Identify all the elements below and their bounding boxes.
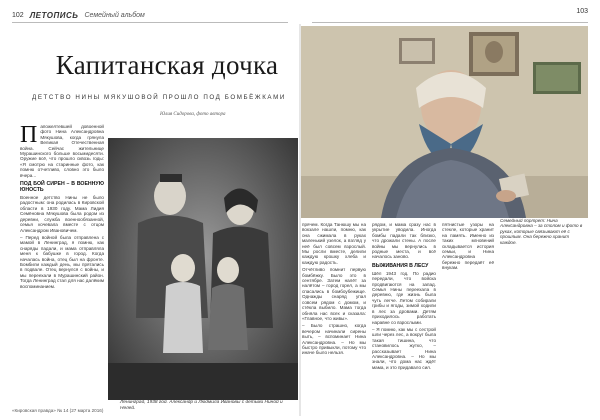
page-number-left: 102 — [12, 11, 24, 19]
family-photo — [108, 138, 298, 400]
drop-cap: П — [20, 124, 38, 148]
article-title: Капитанская дочка — [55, 50, 279, 80]
paragraph: – Я помню, как мы с сестрой шли через лес, а вокруг была такая тишина, что становилось жутко, – рассказывает Нина Александровна. – Но мы знали, что дома нас ждёт мама, и это придавало сил. — [372, 326, 436, 370]
paragraph: апожелтевшей довоенной фото Нина Александровна Мякушова, когда грянула Великая Отечественная война. Сейчас жительнице Мурашинского больше восьмидесяти. Оружие всё, что прошло сквозь годы: «Я смотрю на старинные фото, как помню отчетливо, словно это было вчера... — [20, 124, 104, 178]
paragraph: – Было страшно, когда вечером начинали сирены выть, – вспоминает Нина Александровна. – Но мы быстро привыкли, потому что иначе было нельзя. — [302, 323, 366, 356]
text-column-3 — [372, 222, 436, 406]
left-page-header — [12, 8, 282, 22]
header-rule-left — [12, 22, 288, 23]
header-rule-right — [312, 22, 588, 23]
portrait-caption: Семейный портрет: Нина Александровна – за столом и фото в руках, которые связывают её с прошлым. Она бережно хранит каждое. — [500, 218, 583, 245]
portrait-photo — [301, 26, 588, 218]
text-column-2 — [302, 222, 366, 406]
paragraph: Отчётливо помнит первую бомбёжку. Было это в сентябре. Затем налёт за налётом – город горел, а мы спасались в бомбоубежище. Однажды снаряд упал совсем рядом с домом, и стёкла выбило. Мама тогда обняла нас всех и сказала: «Главное, что живы». — [302, 267, 366, 321]
text-column-4 — [442, 222, 494, 406]
paragraph: – Перед войной была отправлена с мамой в Ленинград, я помню, как снаряды падали, и мама отправляла меня к бабушке в город. Когда началась война, отец был на фронте. Бомбили каждый день, мы прятались в подвале. Отец вернулся с войны, и мы переехали в Мурашинский район. Тогда Ленинград стал для нас далёким воспоминанием. — [20, 234, 104, 289]
family-photo-image — [108, 138, 298, 400]
paragraph: пятнистые узоры на стекле, которые хранит на память. Именно из таких мгновений складывается история семьи, и Нина Александровна бережно передаёт её внукам. — [442, 222, 494, 271]
section-label: Семейный альбом — [84, 11, 145, 19]
paragraph: прячем. Когда Танюшу мы на вокзале нашли, помню, как она сжимала в руках маленький узелок, а взгляд у неё был совсем взрослый. Мы росли вместе, делили каждую крошку хлеба и каждую радость. — [302, 222, 366, 265]
rubric-label: ЛЕТОПИСЬ — [29, 10, 79, 20]
text-column-1 — [20, 124, 104, 408]
portrait-photo-image — [301, 26, 588, 218]
article-subtitle: ДЕТСТВО НИНЫ МЯКУШОВОЙ ПРОШЛО ПОД БОМБЁЖКАМИ — [32, 94, 286, 101]
paragraph: Шёл 1943 год. По радио передали, что войска продвигаются на запад. Семья Нины переехала в деревню, где жизнь была чуть легче. Летом собирали грибы и ягоды, зимой ходили в лес за дровами. Детям приходилось работать наравне со взрослыми. — [372, 270, 436, 325]
paragraph: рядом, и мама сразу нас в укрытие уводила. Иногда бомбы падали так близко, что дрожали стены. А после войны мы вернулись в родные места, и всё началось заново. — [372, 222, 436, 260]
section-heading: ВЫЖИВАНИЯ В ЛЕСУ — [372, 262, 429, 269]
footer-note: «Кировская правда» № 14 (27 марта 2016) — [12, 408, 104, 413]
author-credit: Юлия Сидорова, фото автора — [160, 112, 226, 117]
family-photo-caption: Ленинград, 1938 год. Александр и Людмила Ивановы с детьми Ниной и Нелей. — [120, 400, 283, 411]
page-number-right: 103 — [576, 8, 588, 15]
section-heading: ПОД БОЙ СИРЕН – В ВОЕННУЮ ЮНОСТЬ — [20, 181, 104, 194]
paragraph: Военное детство Нины не было радостным: она родилась в Кировской области в 1930 году. Мама Лидия Семёновна Мякушова была родом из деревни, служба военнообязанной, семья кочевала вместе с отцом Александром Ивановичем. — [20, 195, 104, 233]
